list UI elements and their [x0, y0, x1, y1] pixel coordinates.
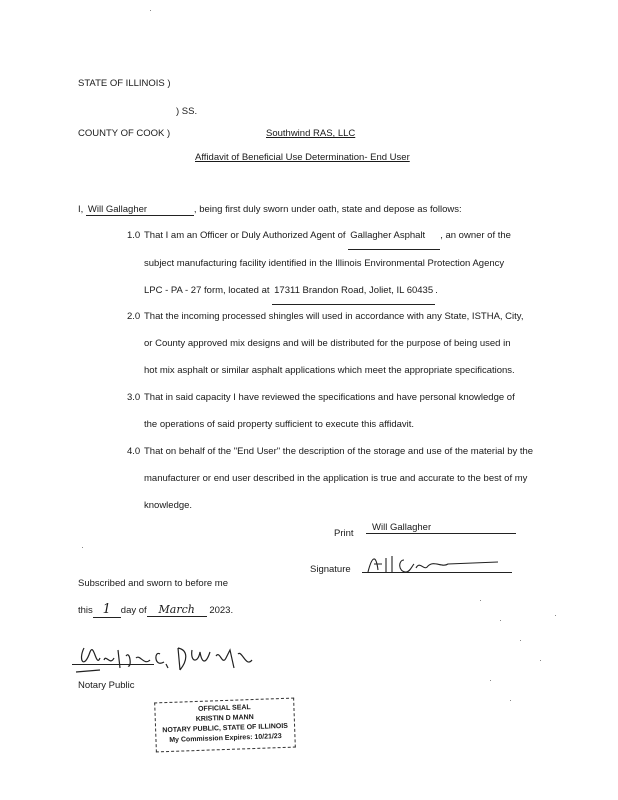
- intro-text: , being first duly sworn under oath, state and depose as follows:: [193, 204, 462, 215]
- paragraph-number: 1.0: [127, 230, 141, 241]
- paragraph-3: [127, 384, 515, 438]
- state-line: STATE OF ILLINOIS ): [78, 78, 171, 89]
- official-seal: [154, 698, 296, 753]
- paragraph-text: That I am an Officer or Duly Authorized Agent of: [144, 230, 346, 241]
- scan-speck: [82, 547, 83, 548]
- intro-line: [78, 204, 462, 216]
- subscribed-line: Subscribed and sworn to before me: [78, 578, 228, 589]
- scan-speck: [490, 680, 491, 681]
- intro-prefix: I,: [78, 204, 84, 215]
- notary-public-label: Notary Public: [78, 680, 135, 691]
- paragraph-text: manufacturer or end user described in the application is true and accurate to the best of my: [144, 473, 528, 484]
- date-line: [78, 602, 233, 618]
- day-of-label: day of: [120, 605, 147, 616]
- scan-speck: [520, 640, 521, 641]
- affiant-signature-icon: [364, 550, 504, 578]
- scan-speck: [540, 660, 541, 661]
- signature-label: Signature: [310, 564, 351, 575]
- paragraph-text: LPC - PA - 27 form, located at: [144, 285, 270, 296]
- paragraph-2: [127, 303, 523, 384]
- paragraph-text: knowledge.: [144, 500, 193, 511]
- day-field: 1: [93, 602, 121, 618]
- print-label: Print: [334, 528, 354, 539]
- paragraph-number: 4.0: [127, 446, 141, 457]
- paragraph-text: the operations of said property sufficient to execute this affidavit.: [144, 419, 415, 430]
- paragraph-number: 2.0: [127, 311, 141, 322]
- paragraph-text: That on behalf of the "End User" the description of the storage and use of the material by the: [144, 446, 534, 457]
- this-label: this: [78, 605, 93, 616]
- paragraph-text: That the incoming processed shingles will used in accordance with any State, ISTHA, City,: [144, 311, 524, 322]
- scan-speck: [510, 700, 511, 701]
- seal-line: My Commission Expires: 10/21/23: [169, 733, 282, 744]
- ss-line: ) SS.: [176, 106, 198, 117]
- paragraph-number: 3.0: [127, 392, 141, 403]
- paragraph-text: subject manufacturing facility identified in the Illinois Environmental Protection Agency: [144, 258, 505, 269]
- paragraph-4: [127, 438, 533, 519]
- print-name-field: [366, 522, 516, 534]
- scan-speck: [555, 615, 556, 616]
- affiant-name: Will Gallagher: [86, 204, 194, 216]
- seal-line: OFFICIAL SEAL: [197, 704, 251, 713]
- notary-signature-line: [72, 664, 154, 665]
- paragraph-1: [127, 222, 511, 305]
- month-field: March: [147, 603, 207, 617]
- seal-line: NOTARY PUBLIC, STATE OF ILLINOIS: [162, 722, 289, 735]
- agent-field: Gallagher Asphalt: [348, 222, 440, 250]
- notary-signature-icon: [70, 640, 260, 680]
- paragraph-text: .: [435, 285, 438, 296]
- year-text: 2023.: [209, 605, 234, 616]
- scan-speck: [500, 620, 501, 621]
- company-name: Southwind RAS, LLC: [266, 128, 356, 139]
- document-title: Affidavit of Beneficial Use Determination- End User: [195, 152, 410, 163]
- county-line: COUNTY OF COOK ): [78, 128, 171, 139]
- address-field: 17311 Brandon Road, Joliet, IL 60435: [272, 277, 435, 305]
- print-name-value: Will Gallagher: [372, 522, 432, 533]
- seal-line: KRISTIN D MANN: [195, 713, 254, 724]
- paragraph-text: or County approved mix designs and will be distributed for the purpose of being used in: [144, 338, 511, 349]
- paragraph-text: , an owner of the: [440, 230, 511, 241]
- paragraph-text: That in said capacity I have reviewed the specifications and have personal knowledge of: [144, 392, 515, 403]
- scan-speck: [150, 10, 151, 11]
- paragraph-text: hot mix asphalt or similar asphalt applications which meet the appropriate specifications.: [144, 365, 515, 376]
- scan-speck: [480, 600, 481, 601]
